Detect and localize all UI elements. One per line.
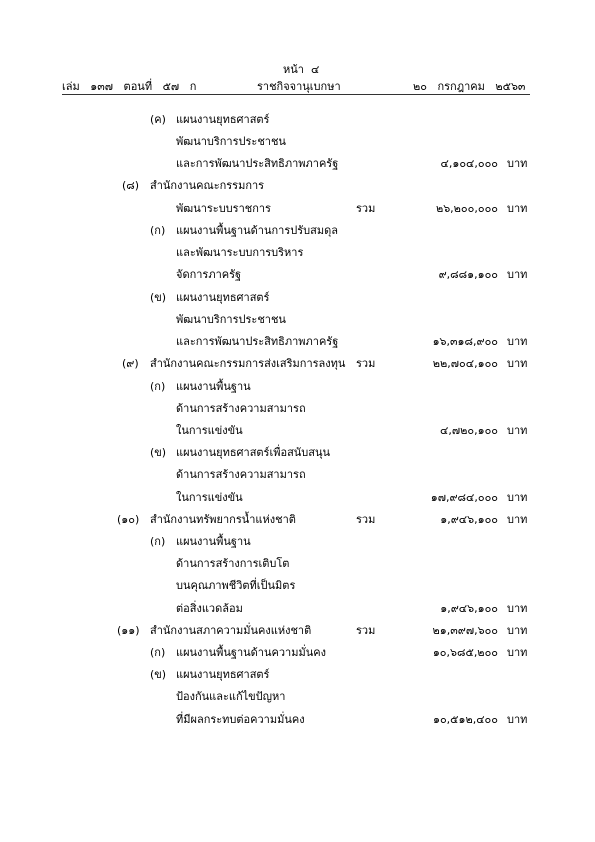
item-text: ด้านการสร้างความสามารถ	[176, 402, 306, 415]
item-text: พัฒนาบริการประชาชน	[176, 313, 286, 326]
item-marker: (ข)	[150, 291, 167, 304]
volume-info	[62, 80, 196, 94]
item-text: แผนงานยุทธศาสตร์	[176, 668, 270, 681]
item-marker: (๑๑)	[117, 624, 140, 637]
total-label: รวม	[356, 202, 376, 215]
total-label: รวม	[356, 357, 376, 370]
page-label: หน้า	[283, 63, 304, 76]
page-number: ๔	[310, 63, 320, 76]
total-label: รวม	[356, 624, 376, 637]
amount-value: ๙,๘๘๑,๑๐๐	[438, 268, 498, 281]
item-marker: (ก)	[150, 380, 166, 393]
item-text: พัฒนาระบบราชการ	[176, 202, 271, 215]
amount-value: ๑๐,๖๘๕,๒๐๐	[432, 646, 498, 659]
issue-number: ๕๗	[162, 80, 180, 93]
item-marker: (๘)	[122, 179, 140, 192]
currency-label: บาท	[507, 713, 528, 726]
date-year: ๒๕๖๓	[495, 80, 526, 93]
total-label: รวม	[356, 513, 376, 526]
amount-value: ๑,๙๔๖,๑๐๐	[440, 513, 498, 526]
currency-label: บาท	[507, 491, 528, 504]
volume-number: ๑๓๗	[90, 80, 114, 93]
item-marker: (ก)	[150, 535, 166, 548]
item-text: พัฒนาบริการประชาชน	[176, 135, 286, 148]
item-text: สำนักงานสภาความมั่นคงแห่งชาติ	[150, 624, 312, 637]
gazette-name: ราชกิจจานุเบกษา	[257, 80, 341, 93]
item-text: สำนักงานทรัพยากรน้ำแห่งชาติ	[150, 513, 296, 526]
item-text: แผนงานพื้นฐาน	[176, 380, 251, 393]
item-text: ที่มีผลกระทบต่อความมั่นคง	[176, 713, 305, 726]
currency-label: บาท	[507, 157, 528, 170]
item-text: สำนักงานคณะกรรมการ	[150, 179, 265, 192]
amount-value: ๑๗,๙๘๔,๐๐๐	[430, 491, 498, 504]
item-text: และการพัฒนาประสิทธิภาพภาครัฐ	[176, 335, 339, 348]
volume-label: เล่ม	[62, 80, 80, 93]
item-marker: (ก)	[150, 646, 166, 659]
item-marker: (ค)	[150, 113, 166, 126]
amount-value: ๑๐,๕๑๒,๔๐๐	[432, 713, 498, 726]
header-rule	[62, 94, 530, 95]
item-text: แผนงานพื้นฐานด้านความมั่นคง	[176, 646, 326, 659]
amount-value: ๒๒,๗๐๔,๑๐๐	[432, 357, 498, 370]
date-day: ๒๐	[413, 80, 427, 93]
item-text: จัดการภาครัฐ	[176, 268, 242, 281]
date-month: กรกฎาคม	[437, 80, 485, 93]
issue-label: ตอนที่	[123, 80, 153, 93]
currency-label: บาท	[507, 513, 528, 526]
item-text: ในการแข่งขัน	[176, 491, 243, 504]
item-marker: (๙)	[122, 357, 139, 370]
currency-label: บาท	[507, 624, 528, 637]
item-text: ต่อสิ่งแวดล้อม	[176, 602, 243, 615]
item-marker: (๑๐)	[117, 513, 140, 526]
item-text: แผนงานพื้นฐาน	[176, 535, 251, 548]
currency-label: บาท	[507, 646, 528, 659]
item-text: แผนงานพื้นฐานด้านการปรับสมดุล	[176, 224, 338, 237]
amount-value: ๔,๗๒๐,๑๐๐	[440, 424, 498, 437]
section-letter: ก	[189, 80, 197, 93]
item-text: ด้านการสร้างความสามารถ	[176, 468, 306, 481]
page-number-label	[283, 63, 319, 77]
amount-value: ๒๑,๓๙๗,๖๐๐	[432, 624, 498, 637]
publication-date	[413, 80, 525, 94]
currency-label: บาท	[507, 268, 528, 281]
currency-label: บาท	[507, 424, 528, 437]
currency-label: บาท	[507, 602, 528, 615]
item-text: ในการแข่งขัน	[176, 424, 243, 437]
item-marker: (ข)	[150, 446, 167, 459]
amount-value: ๒๖,๒๐๐,๐๐๐	[435, 202, 498, 215]
item-marker: (ก)	[150, 224, 166, 237]
amount-value: ๑๖,๓๑๘,๙๐๐	[432, 335, 498, 348]
item-text: ด้านการสร้างการเติบโต	[176, 557, 290, 570]
item-text: ป้องกันและแก้ไขปัญหา	[176, 690, 286, 703]
item-text: บนคุณภาพชีวิตที่เป็นมิตร	[176, 579, 296, 592]
item-marker: (ข)	[150, 668, 167, 681]
item-text: และพัฒนาระบบการบริหาร	[176, 246, 304, 259]
item-text: สำนักงานคณะกรรมการส่งเสริมการลงทุน	[150, 357, 346, 370]
item-text: แผนงานยุทธศาสตร์	[176, 291, 270, 304]
amount-value: ๑,๙๔๖,๑๐๐	[440, 602, 498, 615]
item-text: และการพัฒนาประสิทธิภาพภาครัฐ	[176, 157, 339, 170]
currency-label: บาท	[507, 202, 528, 215]
item-text: แผนงานยุทธศาสตร์	[176, 113, 270, 126]
item-text: แผนงานยุทธศาสตร์เพื่อสนับสนุน	[176, 446, 331, 459]
amount-value: ๔,๑๐๔,๐๐๐	[440, 157, 498, 170]
currency-label: บาท	[507, 335, 528, 348]
currency-label: บาท	[507, 357, 528, 370]
